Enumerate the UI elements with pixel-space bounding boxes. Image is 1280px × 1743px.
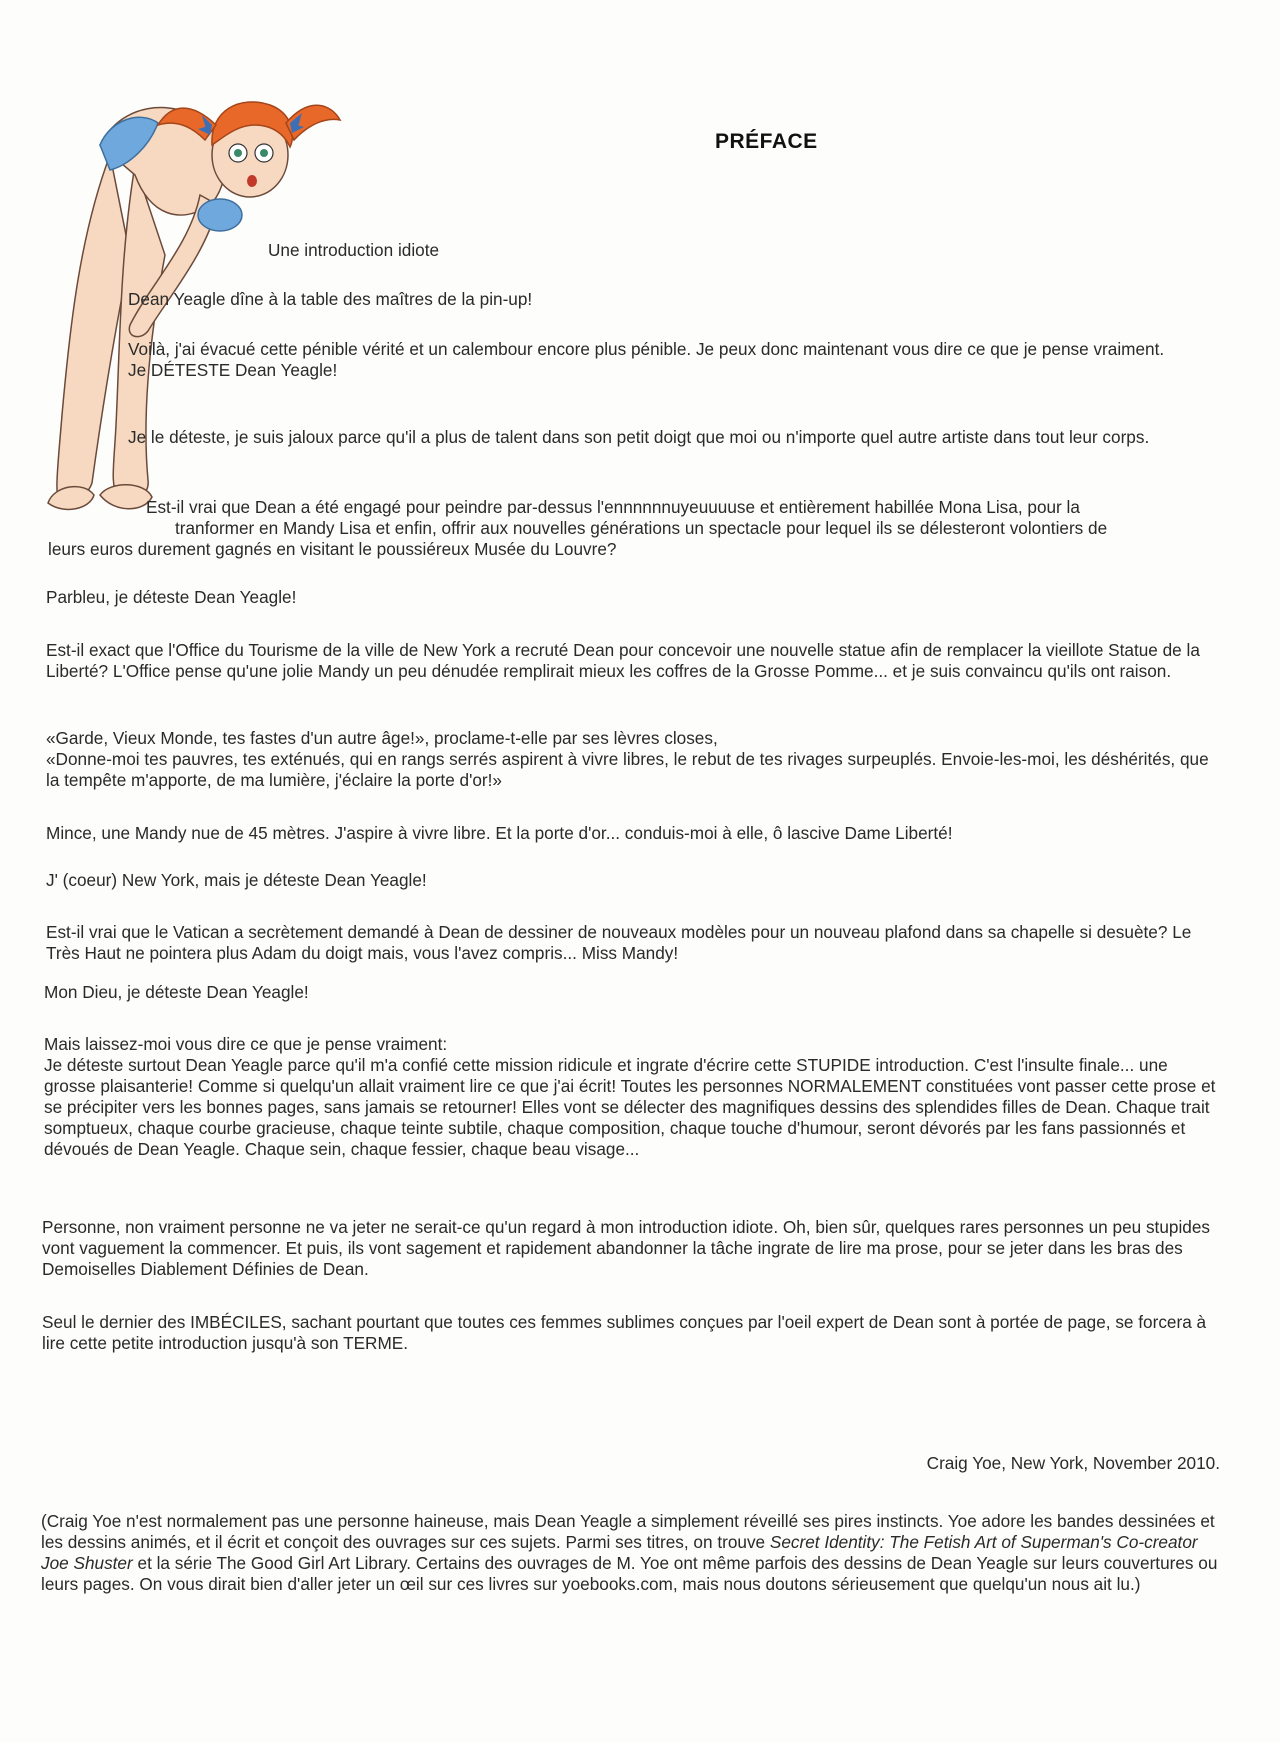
paragraph-7-line-2: «Donne-moi tes pauvres, tes exténués, qui en rangs serrés aspirent à vivre libres, le rebut de tes rivages surpeuplés. Envoie-les-moi, les déshérités, que la tempête m'apporte, de ma lumière, j'éclaire la porte d'or!»: [46, 749, 1209, 790]
paragraph-9: J' (coeur) New York, mais je déteste Dean Yeagle!: [46, 870, 427, 890]
pinup-bikini-top: [198, 199, 242, 231]
pinup-mouth: [247, 175, 257, 187]
paragraph-12-line-1: Mais laissez-moi vous dire ce que je pense vraiment:: [44, 1034, 448, 1054]
paragraph-13: Personne, non vraiment personne ne va jeter ne serait-ce qu'un regard à mon introduction idiote. Oh, bien sûr, quelques rares personnes un peu stupides vont vaguement la commencer. Et puis, ils vont sagement et rapidement abandonner la tâche ingrate de lire ma prose, pour se jeter dans les bras des Demoiselles Diablement Définies de Dean.: [42, 1217, 1210, 1279]
author-note: [41, 1511, 1221, 1595]
author-note-part-1: (Craig Yoe n'est normalement pas une personne haineuse, mais Dean Yeagle a simplement réveillé ses pires instincts. Yoe adore les bandes dessinées et les dessins animés, et il écrit et conçoit des ouvrages sur ces sujets. Parmi ses titres, on trouve: [41, 1511, 1215, 1552]
paragraph-4-line-3: leurs euros durement gagnés en visitant le poussiéreux Musée du Louvre?: [48, 539, 617, 559]
paragraph-7-line-1: «Garde, Vieux Monde, tes fastes d'un autre âge!», proclame-t-elle par ses lèvres closes,: [46, 728, 718, 748]
paragraph-7: [46, 728, 1226, 791]
paragraph-14: Seul le dernier des IMBÉCILES, sachant pourtant que toutes ces femmes sublimes conçues par l'oeil expert de Dean sont à portée de page, se forcera à lire cette petite introduction jusqu'à son TERME.: [42, 1312, 1207, 1353]
paragraph-2-line-1: Voilà, j'ai évacué cette pénible vérité et un calembour encore plus pénible. Je peux donc maintenant vous dire ce que je pense vraiment.: [128, 339, 1165, 359]
signature: Craig Yoe, New York, November 2010.: [926, 1453, 1220, 1473]
paragraph-12: [44, 1034, 1224, 1160]
paragraph-4: [48, 497, 1228, 560]
paragraph-1: Dean Yeagle dîne à la table des maîtres de la pin-up!: [128, 289, 533, 309]
page-title: PRÉFACE: [715, 130, 818, 153]
pinup-illustration: [40, 85, 360, 555]
paragraph-2-line-2: Je DÉTESTE Dean Yeagle!: [128, 360, 338, 380]
paragraph-11: Mon Dieu, je déteste Dean Yeagle!: [44, 982, 309, 1002]
paragraph-6: Est-il exact que l'Office du Tourisme de la ville de New York a recruté Dean pour concevoir une nouvelle statue afin de remplacer la vieillote Statue de la Liberté? L'Office pense qu'une jolie Mandy un peu dénudée remplirait mieux les coffres de la Grosse Pomme... et je suis convaincu qu'ils ont raison.: [46, 640, 1200, 681]
paragraph-2: [128, 339, 1228, 381]
paragraph-8: Mince, une Mandy nue de 45 mètres. J'aspire à vivre libre. Et la porte d'or... conduis-moi à elle, ô lascive Dame Liberté!: [46, 823, 953, 843]
paragraph-10: Est-il vrai que le Vatican a secrètement demandé à Dean de dessiner de nouveaux modèles pour un nouveau plafond dans sa chapelle si desuète? Le Très Haut ne pointera plus Adam du doigt mais, vous l'avez compris... Miss Mandy!: [46, 922, 1192, 963]
paragraph-4-line-2: tranformer en Mandy Lisa et enfin, offrir aux nouvelles générations un spectacle pour lequel ils se délesteront volontiers de: [175, 518, 1108, 538]
book-title: Secret Identity: The Fetish Art of Superman's Co-creator Joe Shuster: [41, 1532, 1198, 1573]
subtitle: Une introduction idiote: [268, 240, 440, 260]
author-note-part-2: et la série The Good Girl Art Library. Certains des ouvrages de M. Yoe ont même parfois des dessins de Dean Yeagle sur leurs couvertures ou leurs pages. On vous dirait bien d'aller jeter un œil sur ces livres sur yoebooks.com, mais nous doutons sérieusement que quelqu'un nous ait lu.): [41, 1553, 1218, 1594]
paragraph-12-body: Je déteste surtout Dean Yeagle parce qu'il m'a confié cette mission ridicule et ingrate d'écrire cette STUPIDE introduction. C'est l'insulte finale... une grosse plaisanterie! Comme si quelqu'un allait vraiment lire ce que j'ai écrit! Toutes les personnes NORMALEMENT constituées vont passer cette prose et se précipiter vers les bonnes pages, sans jamais se retourner! Elles vont se délecter des magnifiques dessins des splendides filles de Dean. Chaque trait somptueux, chaque courbe gracieuse, chaque teinte subtile, chaque composition, chaque touche d'humour, seront dévorés par les fans passionnés et dévoués de Dean Yeagle. Chaque sein, chaque fessier, chaque beau visage...: [44, 1055, 1216, 1159]
paragraph-4-line-1: Est-il vrai que Dean a été engagé pour peindre par-dessus l'ennnnnnuyeuuuuse et entièrement habillée Mona Lisa, pour la: [146, 497, 1080, 517]
paragraph-5: Parbleu, je déteste Dean Yeagle!: [46, 587, 297, 607]
paragraph-3: Je le déteste, je suis jaloux parce qu'il a plus de talent dans son petit doigt que moi ou n'importe quel autre artiste dans tout leur corps.: [128, 427, 1150, 447]
